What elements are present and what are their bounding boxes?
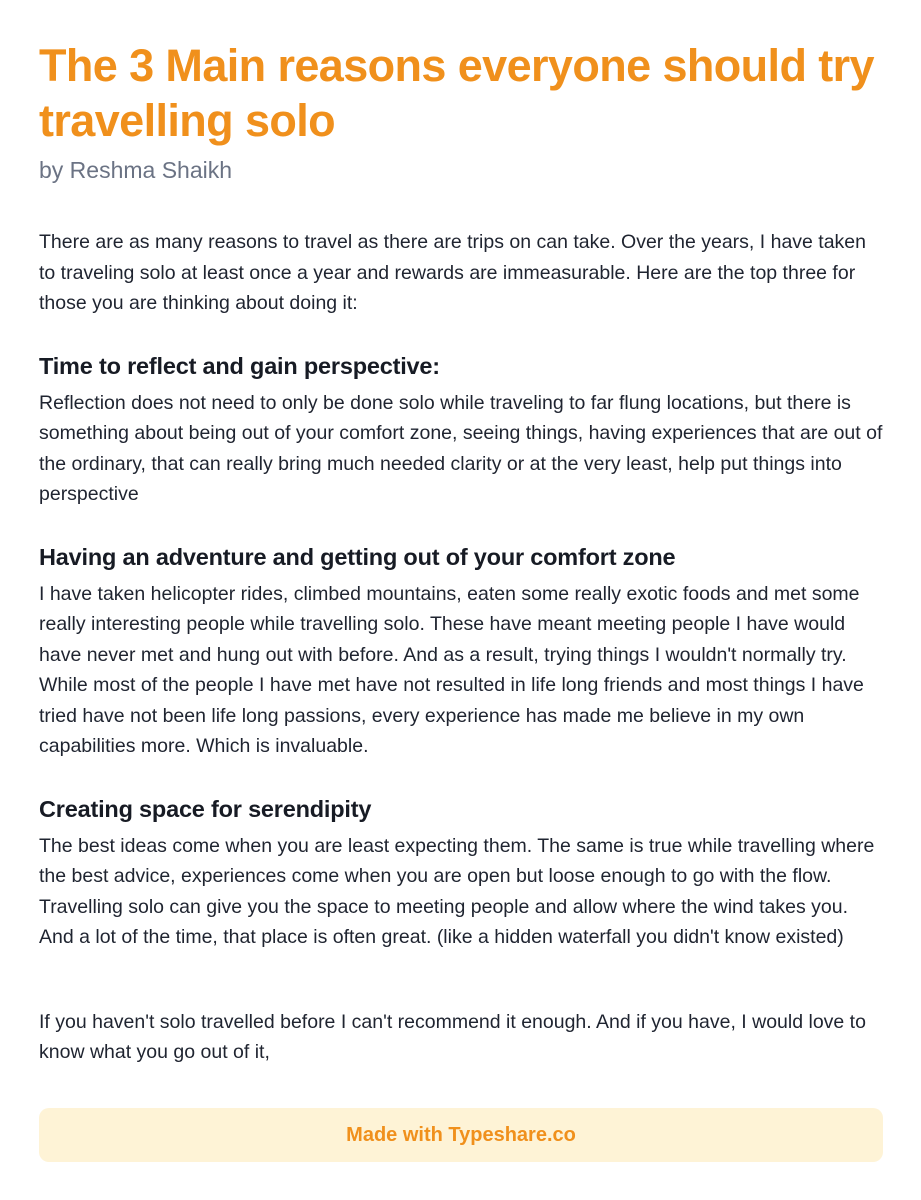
made-with-banner[interactable] bbox=[39, 1108, 883, 1162]
section-reflect bbox=[39, 350, 883, 510]
section-adventure bbox=[39, 541, 883, 762]
section-body: I have taken helicopter rides, climbed mountains, eaten some really exotic foods and met some really interesting people while travelling solo. These have meant meeting people I have would have never met and hung out with before. And as a result, trying things I wouldn't normally try. While most of the people I have met have not resulted in life long friends and most things I have tried have not been life long passions, every experience has made me believe in my own capabilities more. Which is invaluable. bbox=[39, 582, 864, 757]
author-byline: by Reshma Shaikh bbox=[39, 157, 233, 183]
closing-paragraph: If you haven't solo travelled before I can't recommend it enough. And if you have, I would love to know what you go out of it, bbox=[39, 1010, 866, 1063]
section-heading: Having an adventure and getting out of your comfort zone bbox=[39, 543, 676, 570]
intro-paragraph: There are as many reasons to travel as there are trips on can take. Over the years, I have taken to traveling solo at least once a year and rewards are immeasurable. Here are the top three for those you are thinking about doing it: bbox=[39, 231, 866, 314]
article-title: The 3 Main reasons everyone should try travelling solo bbox=[39, 40, 874, 146]
article bbox=[39, 38, 883, 1068]
section-heading: Time to reflect and gain perspective: bbox=[39, 352, 440, 379]
section-body: The best ideas come when you are least expecting them. The same is true while travelling where the best advice, experiences come when you are open but loose enough to go with the flow. Travelling solo can give you the space to meeting people and allow where the wind takes you. And a lot of the time, that place is often great. (like a hidden waterfall you didn't know existed) bbox=[39, 834, 875, 948]
section-body: Reflection does not need to only be done solo while traveling to far flung locations, but there is something about being out of your comfort zone, seeing things, having experiences that are out of the ordinary, that can really bring much needed clarity or at the very least, help put things into perspective bbox=[39, 391, 883, 505]
section-serendipity bbox=[39, 793, 883, 953]
made-with-label[interactable]: Made with Typeshare.co bbox=[346, 1124, 576, 1146]
section-heading: Creating space for serendipity bbox=[39, 795, 372, 822]
